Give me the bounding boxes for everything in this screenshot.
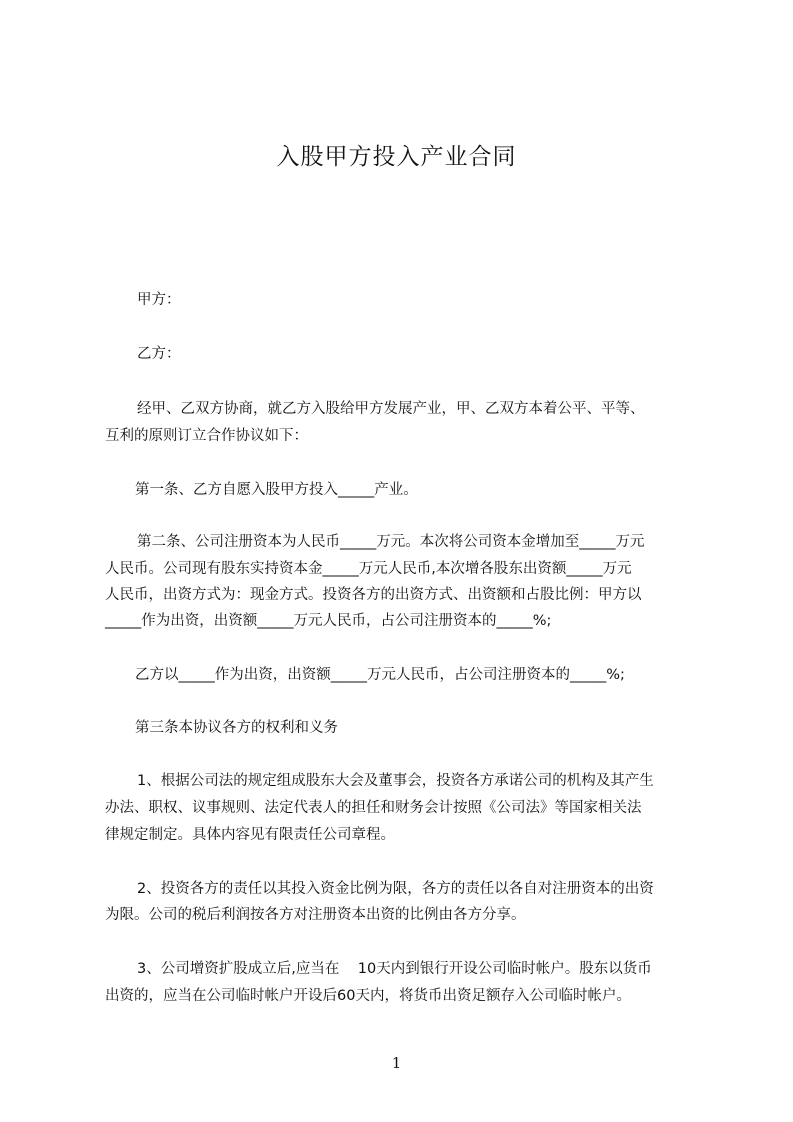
text-line: 经甲、乙双方协商，就乙方入股给甲方发展产业，甲、乙双方本着公平、平等、: [137, 401, 645, 417]
page-number: 1: [391, 1054, 402, 1072]
text-line: _____作为出资，出资额_____万元人民币，占公司注册资本的_____%;: [105, 613, 552, 629]
party-a-label: 甲方：: [137, 292, 181, 308]
text-line: 1、根据公司法的规定组成股东大会及董事会，投资各方承诺公司的机构及其产生: [137, 773, 654, 789]
party-b-label: 乙方：: [137, 346, 181, 362]
text-line: 办法、职权、议事规则、法定代表人的担任和财务会计按照《公司法》等国家相关法: [105, 800, 642, 816]
text-line: 出资的，应当在公司临时帐户开设后60天内，将货币出资足额存入公司临时帐户。: [105, 988, 631, 1004]
text-line: 人民币。公司现有股东实持资本金_____万元人民币,本次增各股东出资额_____万元: [105, 561, 632, 577]
party-b-contribution: 乙方以_____作为出资，出资额_____万元人民币，占公司注册资本的_____%;: [135, 667, 625, 683]
text-line: 互利的原则订立合作协议如下：: [105, 428, 308, 444]
text-line: 律规定制定。具体内容见有限责任公司章程。: [105, 827, 395, 843]
article-3-heading: 第三条本协议各方的权利和义务: [135, 720, 338, 736]
text-line: 2、投资各方的责任以其投入资金比例为限，各方的责任以各自对注册资本的出资: [137, 881, 654, 897]
text-line: 3、公司增资扩股成立后,应当在 10天内到银行开设公司临时帐户。股东以货币: [137, 961, 652, 977]
text-line: 为限。公司的税后利润按各方对注册资本出资的比例由各方分享。: [105, 907, 526, 923]
text-line: 人民币，出资方式为：现金方式。投资各方的出资方式、出资额和占股比例：甲方以: [105, 587, 642, 603]
document-title: 入股甲方投入产业合同: [276, 144, 517, 170]
text-line: 第二条、公司注册资本为人民币_____万元。本次将公司资本金增加至_____万元: [137, 534, 645, 550]
article-1: 第一条、乙方自愿入股甲方投入_____产业。: [135, 482, 418, 498]
